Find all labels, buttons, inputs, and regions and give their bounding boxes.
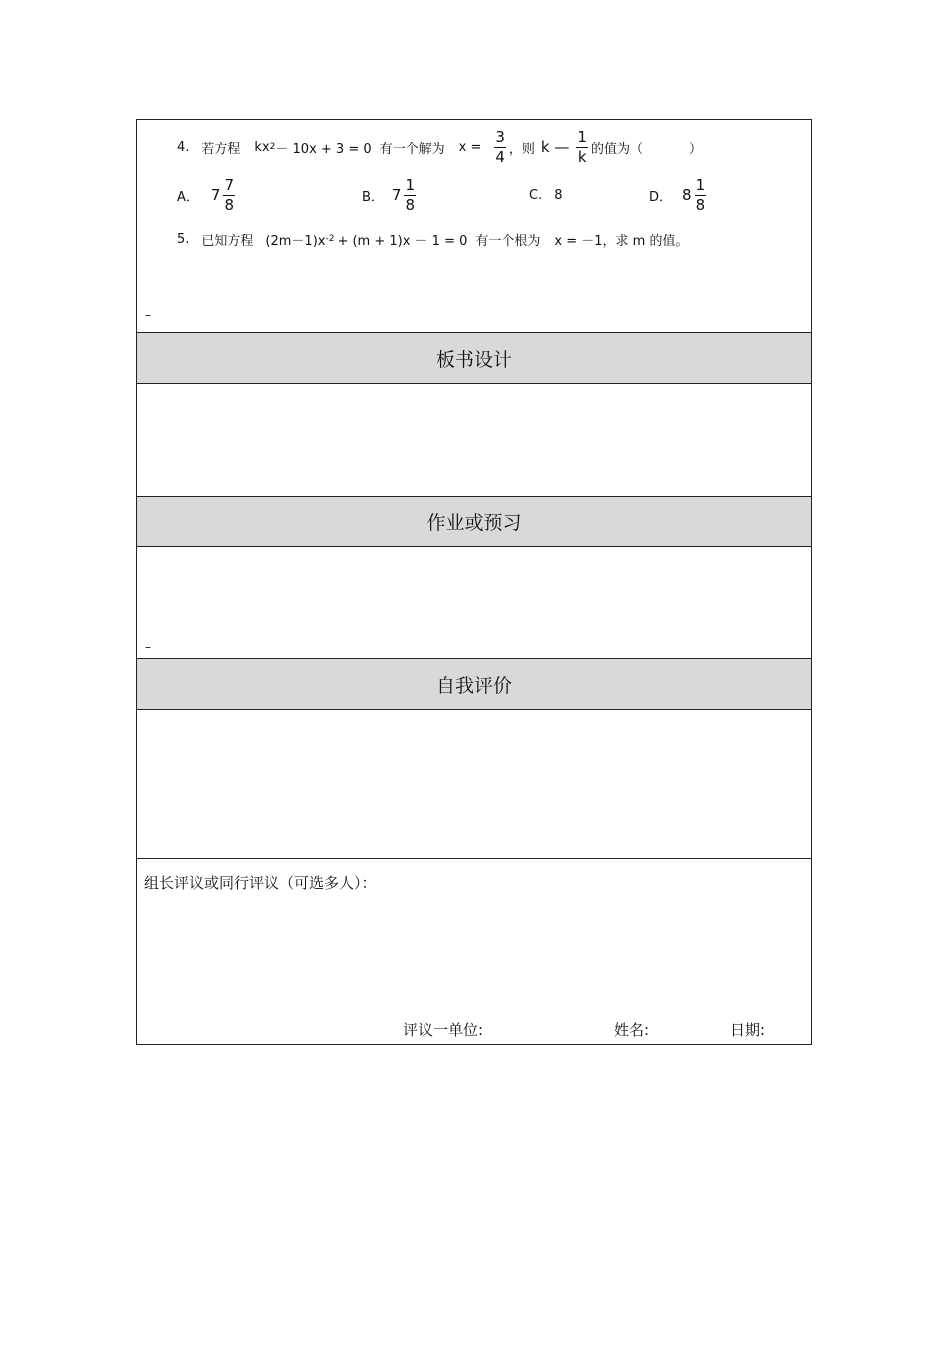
q4-text-4: 的值为（ [590,141,643,157]
q4-fraction-3-4 [494,127,506,166]
q5-text-1: 已知方程 [201,233,254,249]
q4-number: 4. [177,139,190,155]
board-content-area[interactable] [137,384,811,496]
review-area [137,860,811,1044]
q4-fraction-1-k [576,127,588,166]
fraction-denominator: 8 [224,195,234,214]
q4-text-1: 若方程 [201,141,241,157]
self-eval-content-area[interactable] [137,710,811,859]
option-a [177,172,238,218]
section-header-board [137,332,811,384]
dash-mark: – [145,308,151,322]
q5-equation-b: + (m + 1)x － 1 = 0 [337,233,468,249]
option-b-label: B． [362,189,384,205]
option-d-label: D． [649,189,673,205]
q4-equation-a: kx [254,139,270,155]
q4-x-equals: x = [458,139,482,155]
homework-content-area[interactable] [137,547,811,658]
q5-exponent: -2 [325,234,335,244]
mixed-whole: 8 [682,186,692,204]
fraction-denominator: 8 [695,195,706,214]
q4-text-3: ，则 [508,141,535,157]
review-title: 组长评议或同行评议（可选多人）： [144,874,377,892]
review-name-label: 姓名: [614,1021,650,1039]
dash-mark: – [145,640,151,654]
option-b [362,172,419,218]
section-title: 自我评价 [435,674,512,697]
fraction-denominator: k [577,147,587,166]
option-c [529,172,563,218]
q4-equation-b: － 10x + 3 = 0 [275,141,372,157]
q5-text-3: x = －1，求 m 的值。 [554,233,689,249]
question-5 [177,228,688,250]
option-c-value: 8 [554,187,563,203]
option-b-value [391,175,419,214]
fraction-denominator: 8 [405,195,416,214]
section-header-homework [137,496,811,547]
option-a-value [210,175,238,214]
fraction-denominator: 4 [495,147,505,166]
q5-equation-a: (2m－1)x [265,233,326,249]
fraction-numerator: 1 [577,127,587,146]
q4-text-2: 有一个解为 [379,141,445,157]
lesson-plan-table [136,119,812,1045]
q4-text-5: ） [688,141,702,157]
q5-text-2: 有一个根为 [475,233,541,249]
section-header-self-eval [137,658,811,710]
option-d-value [682,175,709,214]
section-title: 作业或预习 [426,512,522,534]
fraction-numerator: 7 [224,175,234,194]
mixed-whole: 7 [391,186,402,204]
option-d [649,172,709,218]
section-title: 板书设计 [435,348,512,371]
q4-exponent: 2 [269,142,276,152]
q5-number: 5. [177,231,190,247]
fraction-numerator: 1 [695,175,706,194]
fraction-numerator: 3 [495,127,505,146]
option-c-label: C. [529,187,543,203]
q4-k-minus: k — [540,138,570,156]
review-unit-label: 评议一单位: [403,1021,484,1039]
option-a-label: A． [177,189,199,205]
fraction-numerator: 1 [405,175,416,194]
mixed-whole: 7 [210,186,221,204]
question-4 [177,124,702,170]
review-date-label: 日期: [730,1021,766,1039]
